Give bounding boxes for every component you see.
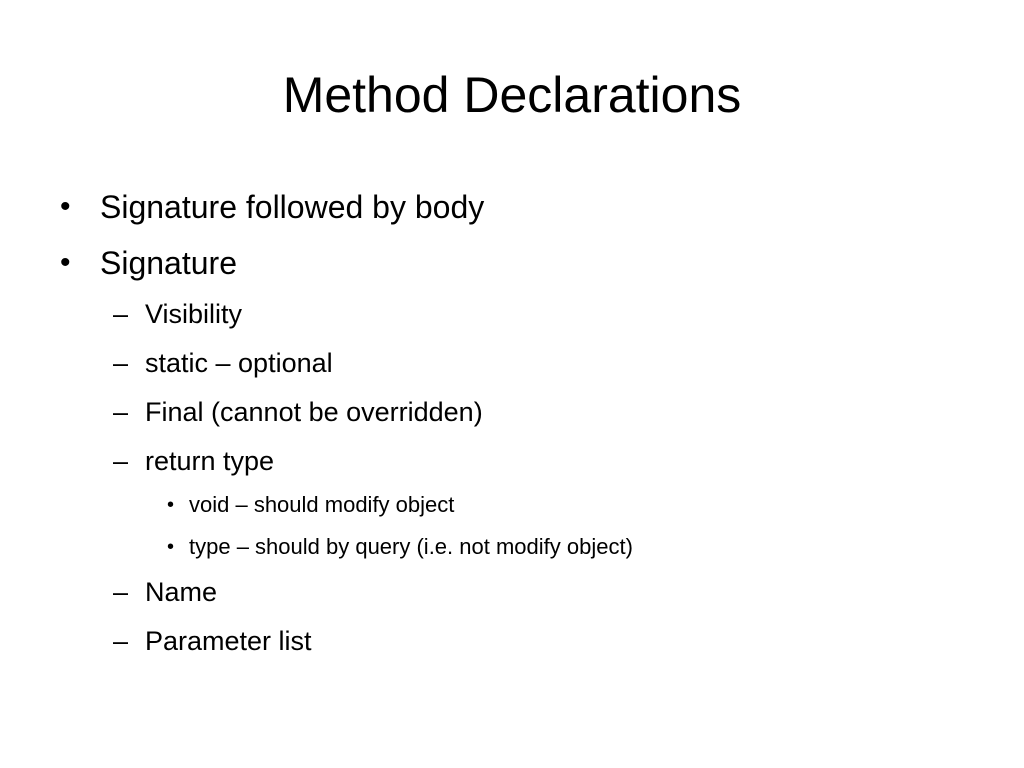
dash-marker: – — [113, 299, 129, 329]
sub-bullet-text: static – optional — [145, 348, 333, 378]
bullet-marker: • — [60, 246, 71, 279]
dash-marker: – — [113, 446, 129, 476]
bullet-text: Signature — [100, 245, 237, 281]
dash-marker: – — [113, 397, 129, 427]
dash-marker: – — [113, 626, 129, 656]
dash-marker: – — [113, 577, 129, 607]
bullet-text: Signature followed by body — [100, 189, 485, 225]
bullet-marker: • — [60, 190, 71, 223]
slide-title: Method Declarations — [282, 67, 742, 123]
sub-bullet-text: return type — [145, 446, 275, 476]
dash-marker: – — [113, 348, 129, 378]
sub-bullet-text: Final (cannot be overridden) — [145, 397, 483, 427]
sub-bullet-text: Visibility — [145, 299, 243, 329]
sub-bullet-text: Parameter list — [145, 626, 312, 656]
sub-bullet-text: Name — [145, 577, 218, 607]
bullet-marker: • — [167, 494, 175, 516]
sub-sub-bullet-text: type – should by query (i.e. not modify object) — [189, 534, 633, 559]
sub-sub-bullet-text: void – should modify object — [189, 492, 455, 517]
bullet-marker: • — [167, 536, 175, 558]
